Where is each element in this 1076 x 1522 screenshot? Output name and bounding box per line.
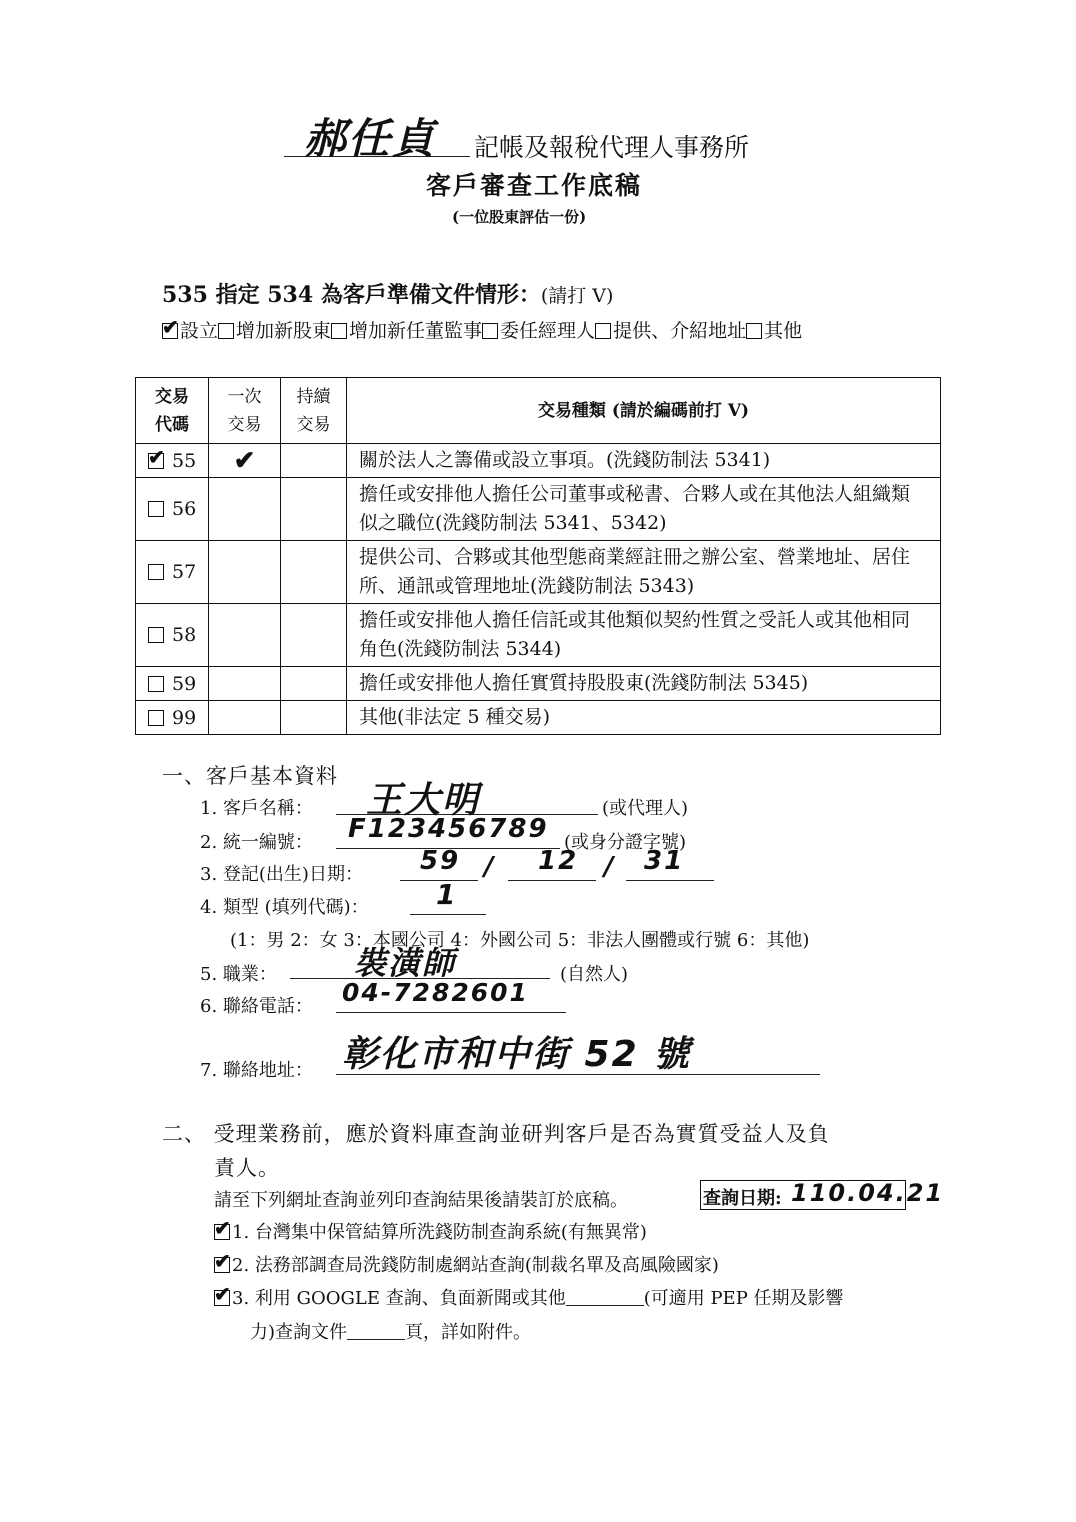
ongoing-cell[interactable] — [281, 701, 347, 735]
check-icon: ✔ — [214, 1216, 231, 1240]
desc-cell: 其他(非法定 5 種交易) — [347, 701, 941, 735]
check-icon: ✔ — [214, 1282, 231, 1306]
date-year-value: 59 — [420, 846, 461, 876]
customer-name-value: 王大明 — [366, 780, 481, 821]
f5-suffix: (自然人) — [560, 964, 629, 985]
prep-option-label: 設立 — [180, 320, 219, 342]
code-cell[interactable] — [136, 444, 209, 478]
id-number-value: F123456789 — [348, 814, 549, 844]
prep-title — [162, 278, 613, 309]
check-icon: ✔ — [148, 444, 165, 469]
prep-option[interactable] — [331, 320, 482, 342]
prep-option-label: 增加新股東 — [236, 320, 332, 342]
check-item-cont — [250, 1318, 531, 1344]
checkbox[interactable] — [331, 323, 347, 339]
check-instruction: 請至下列網址查詢並列印查詢結果後請裝訂於底稿。 — [214, 1190, 628, 1211]
firm-suffix: 記帳及報稅代理人事務所 — [474, 133, 750, 162]
header-code: 交易 代碼 — [136, 378, 209, 444]
code-value: 58 — [172, 624, 197, 646]
address-field[interactable] — [336, 1030, 820, 1075]
code-value: 56 — [172, 498, 197, 520]
check-item-text: 1. 台灣集中保管結算所洗錢防制查詢系統(有無異常) — [232, 1222, 647, 1243]
ongoing-cell[interactable] — [281, 667, 347, 701]
header-once: 一次 交易 — [209, 378, 281, 444]
f6-label: 6. 聯絡電話： — [200, 996, 313, 1017]
prep-option[interactable] — [746, 320, 802, 342]
ongoing-cell[interactable] — [281, 478, 347, 541]
phone-field[interactable] — [336, 980, 566, 1013]
phone-value: 04-7282601 — [342, 978, 529, 1007]
form-title: 客戶審查工作底稿 — [426, 171, 643, 200]
check-icon: ✔ — [162, 315, 179, 339]
checkbox[interactable] — [148, 627, 164, 643]
blank-line[interactable] — [566, 1287, 644, 1306]
checkbox[interactable] — [148, 710, 164, 726]
desc-cell: 擔任或安排他人擔任實質持股股東(洗錢防制法 5345) — [347, 667, 941, 701]
checkbox-checked[interactable] — [162, 315, 179, 339]
query-date-box[interactable] — [700, 1179, 945, 1210]
check-item[interactable] — [214, 1218, 647, 1244]
checkbox-checked[interactable] — [148, 444, 165, 469]
date-year-field[interactable] — [400, 846, 478, 881]
checkbox[interactable] — [148, 501, 164, 517]
prep-option[interactable] — [162, 315, 219, 342]
firm-name-line — [284, 112, 470, 163]
query-date-label: 查詢日期: — [703, 1188, 782, 1209]
occupation-value: 裝潢師 — [354, 944, 457, 982]
date-day-value: 31 — [644, 846, 685, 876]
basic-heading: 一、客戶基本資料 — [162, 764, 338, 788]
prep-option-label: 增加新任董監事 — [349, 320, 483, 342]
address-value: 彰化市和中街 52 號 — [342, 1034, 692, 1075]
transaction-table — [135, 377, 941, 735]
table-row — [136, 604, 941, 667]
occupation-field[interactable] — [290, 944, 550, 982]
prep-options — [162, 316, 802, 343]
customer-name-field[interactable] — [336, 780, 598, 821]
once-cell[interactable] — [209, 701, 281, 735]
prep-option-label: 其他 — [764, 320, 803, 342]
header-type: 交易種類 (請於編碼前打 V) — [347, 378, 941, 444]
date-day-field[interactable] — [626, 846, 714, 881]
code-cell[interactable] — [136, 604, 209, 667]
type-code-field[interactable] — [410, 878, 486, 915]
desc-cell: 關於法人之籌備或設立事項。(洗錢防制法 5341) — [347, 444, 941, 478]
f4-note: (1：男 2：女 3：本國公司 4：外國公司 5：非法人團體或行號 6：其他) — [230, 930, 810, 951]
checkbox[interactable] — [218, 323, 234, 339]
ongoing-cell[interactable] — [281, 444, 347, 478]
f1-suffix: (或代理人) — [602, 798, 689, 819]
checkbox[interactable] — [482, 323, 498, 339]
check-item-text: 2. 法務部調查局洗錢防制處網站查詢(制裁名單及高風險國家) — [232, 1255, 719, 1276]
f4-label: 4. 類型 (填列代碼)： — [200, 897, 369, 918]
code-value: 59 — [172, 672, 197, 695]
check-heading-cont: 責人。 — [214, 1156, 280, 1180]
table-row — [136, 541, 941, 604]
f2-suffix: (或身分證字號) — [564, 832, 687, 853]
table-row — [136, 478, 941, 541]
header-ongoing: 持續 交易 — [281, 378, 347, 444]
checkbox-checked[interactable] — [214, 1216, 231, 1240]
prep-title-note: (請打 V) — [540, 285, 614, 307]
checkbox[interactable] — [746, 323, 762, 339]
checkbox-checked[interactable] — [214, 1282, 231, 1306]
check-item-cont-b: 頁，詳如附件。 — [405, 1322, 532, 1343]
prep-option-label: 委任經理人 — [500, 320, 596, 342]
table-row — [136, 701, 941, 735]
form-note: (一位股東評估一份) — [452, 208, 587, 226]
ongoing-cell[interactable] — [281, 604, 347, 667]
once-cell[interactable] — [209, 541, 281, 604]
once-cell[interactable]: ✔ — [209, 444, 281, 478]
table-header-row — [136, 378, 941, 444]
code-cell[interactable] — [136, 701, 209, 735]
id-number-field[interactable] — [336, 816, 560, 849]
f2-label: 2. 統一編號： — [200, 832, 313, 853]
code-value: 55 — [172, 449, 197, 472]
f5-label: 5. 職業： — [200, 964, 277, 985]
date-month-field[interactable] — [508, 846, 596, 881]
code-cell[interactable] — [136, 478, 209, 541]
check-item-cont-a: 力)查詢文件 — [250, 1322, 348, 1343]
check-item[interactable] — [214, 1251, 719, 1277]
checkbox[interactable] — [595, 323, 611, 339]
prep-option-label: 提供、介紹地址 — [613, 320, 747, 342]
desc-cell: 提供公司、合夥或其他型態商業經註冊之辦公室、營業地址、居住所、通訊或管理地址(洗錢防制法 5343) — [347, 541, 941, 604]
code-cell[interactable] — [136, 667, 209, 701]
f7-label: 7. 聯絡地址： — [200, 1060, 313, 1081]
desc-cell: 擔任或安排他人擔任公司董事或秘書、合夥人或在其他法人組織類似之職位(洗錢防制法 5341、5342) — [347, 478, 941, 541]
ongoing-cell[interactable] — [281, 541, 347, 604]
date-separator: / — [484, 852, 496, 882]
f3-label: 3. 登記(出生)日期： — [200, 864, 363, 885]
check-item-tail: (可適用 PEP 任期及影響 — [643, 1288, 844, 1309]
pages-blank[interactable] — [347, 1321, 405, 1340]
code-value: 99 — [172, 706, 197, 729]
prep-option[interactable] — [218, 320, 331, 342]
prep-option[interactable] — [482, 320, 595, 342]
code-cell[interactable] — [136, 541, 209, 604]
date-month-value: 12 — [538, 846, 579, 876]
query-date-value: 110.04.21 — [791, 1179, 945, 1207]
type-code-value: 1 — [436, 878, 458, 911]
checkbox[interactable] — [148, 676, 164, 692]
checkbox[interactable] — [148, 564, 164, 580]
check-icon: ✔ — [214, 1249, 231, 1273]
firm-name-handwritten: 郝任貞 — [304, 114, 437, 163]
code-value: 57 — [172, 561, 197, 583]
once-cell[interactable] — [209, 667, 281, 701]
desc-cell: 擔任或安排他人擔任信託或其他類似契約性質之受託人或其他相同角色(洗錢防制法 5344) — [347, 604, 941, 667]
table-row — [136, 667, 941, 701]
f1-label: 1. 客戶名稱： — [200, 798, 313, 819]
date-separator: / — [604, 852, 616, 882]
once-cell[interactable] — [209, 478, 281, 541]
prep-title-text: 535 指定 534 為客戶準備文件情形： — [162, 282, 541, 308]
prep-option[interactable] — [595, 320, 746, 342]
once-cell[interactable] — [209, 604, 281, 667]
checkbox-checked[interactable] — [214, 1249, 231, 1273]
check-item-text: 3. 利用 GOOGLE 查詢、負面新聞或其他 — [232, 1288, 566, 1309]
check-item[interactable] — [214, 1284, 844, 1310]
check-heading: 二、 受理業務前，應於資料庫查詢並研判客戶是否為實質受益人及負 — [162, 1122, 830, 1146]
table-row — [136, 444, 941, 478]
